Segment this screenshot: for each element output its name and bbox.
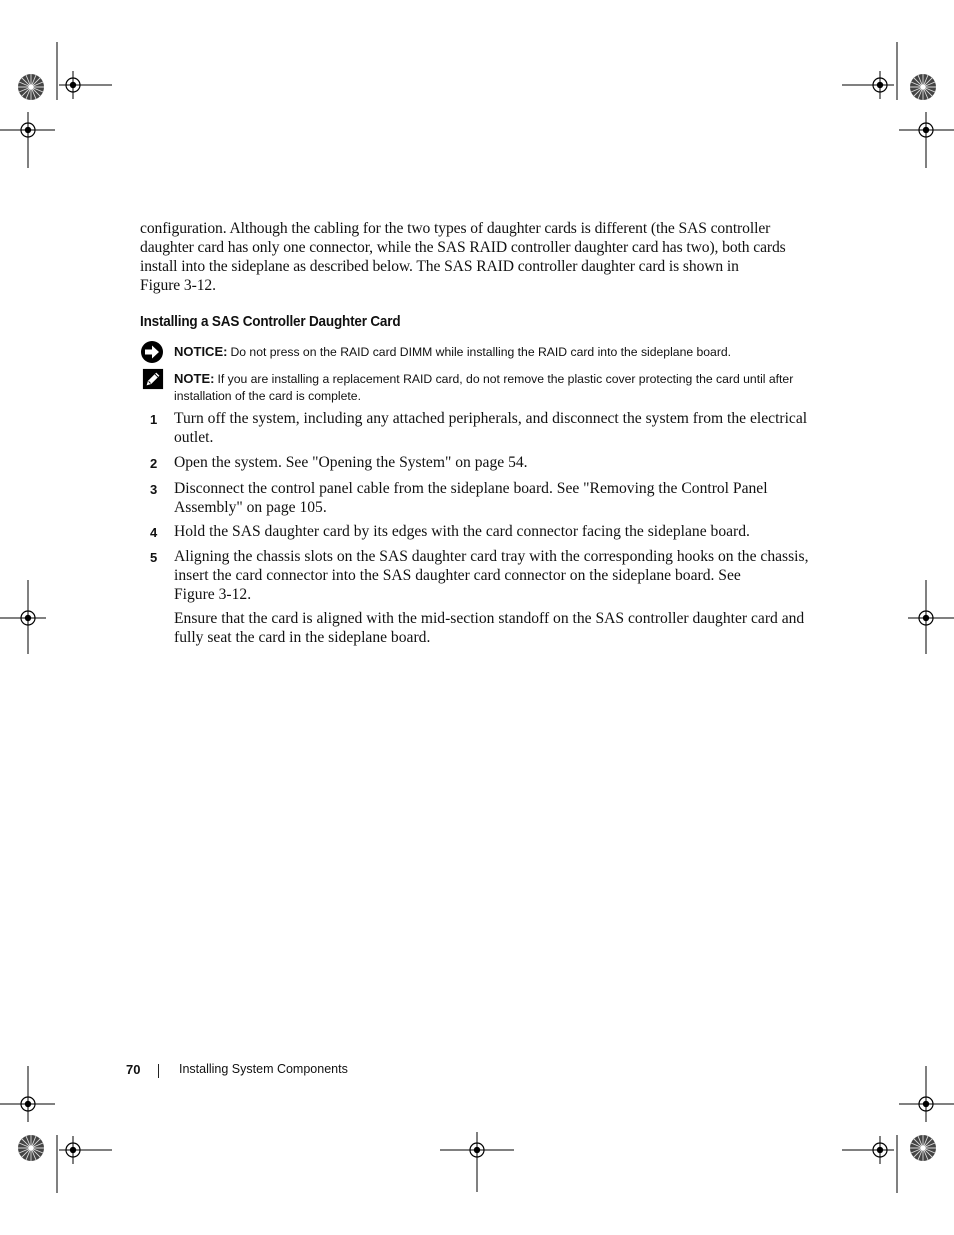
note-label: NOTE: <box>174 371 215 386</box>
crop-mark-bottom-left <box>0 1066 112 1193</box>
footer-section-title: Installing System Components <box>179 1062 348 1076</box>
crop-mark-mid-left <box>0 580 46 654</box>
notice-text: Do not press on the RAID card DIMM while installing the RAID card into the sideplane board. <box>230 345 732 359</box>
step-line: Aligning the chassis slots on the SAS daughter card tray with the corresponding hooks on the chassis, <box>174 548 809 565</box>
crop-mark-bottom-right <box>842 1066 954 1193</box>
notice-arrow-icon <box>140 340 164 364</box>
followup-line: Ensure that the card is aligned with the mid-section standoff on the SAS controller daughter card and <box>174 610 805 627</box>
followup-line: fully seat the card in the sideplane board. <box>174 629 431 646</box>
notice-label: NOTICE: <box>174 344 228 359</box>
note-text: If you are installing a replacement RAID card, do not remove the plastic cover protecting the card until after <box>217 372 794 386</box>
step-line: Open the system. See "Opening the System" on page 54. <box>174 454 528 471</box>
step-line: insert the card connector into the SAS daughter card connector on the sideplane board. See <box>174 567 741 584</box>
note-pencil-icon <box>142 368 164 390</box>
note-text-continued: installation of the card is complete. <box>174 389 361 403</box>
intro-line: configuration. Although the cabling for the two types of daughter cards is different (the SAS controller <box>140 220 771 237</box>
step-line: outlet. <box>174 429 214 446</box>
step-number: 4 <box>150 525 158 540</box>
step-number: 1 <box>150 412 158 427</box>
section-heading: Installing a SAS Controller Daughter Card <box>140 313 401 330</box>
intro-paragraph <box>140 219 820 295</box>
note-callout <box>140 368 830 404</box>
footer-divider <box>158 1064 159 1078</box>
step-line: Turn off the system, including any attached peripherals, and disconnect the system from the electrical <box>174 410 808 427</box>
step-line: Disconnect the control panel cable from the sideplane board. See "Removing the Control Panel <box>174 480 768 497</box>
crop-mark-top-left <box>0 42 112 168</box>
step-line: Figure 3-12. <box>174 586 252 603</box>
step-number: 2 <box>150 456 158 471</box>
crop-mark-mid-right <box>908 580 954 654</box>
step-line: Hold the SAS daughter card by its edges with the card connector facing the sideplane board. <box>174 523 750 540</box>
page-number: 70 <box>126 1062 141 1077</box>
crop-mark-top-right <box>842 42 954 168</box>
intro-line: daughter card has only one connector, while the SAS RAID controller daughter card has two), both cards <box>140 239 786 256</box>
notice-callout <box>140 340 830 364</box>
step-number: 3 <box>150 482 158 497</box>
intro-line: install into the sideplane as described below. The SAS RAID controller daughter card is shown in <box>140 258 739 275</box>
step-number: 5 <box>150 550 158 565</box>
intro-line: Figure 3-12. <box>140 277 216 294</box>
step-line: Assembly" on page 105. <box>174 499 327 516</box>
crop-mark-bottom-center <box>440 1132 514 1192</box>
